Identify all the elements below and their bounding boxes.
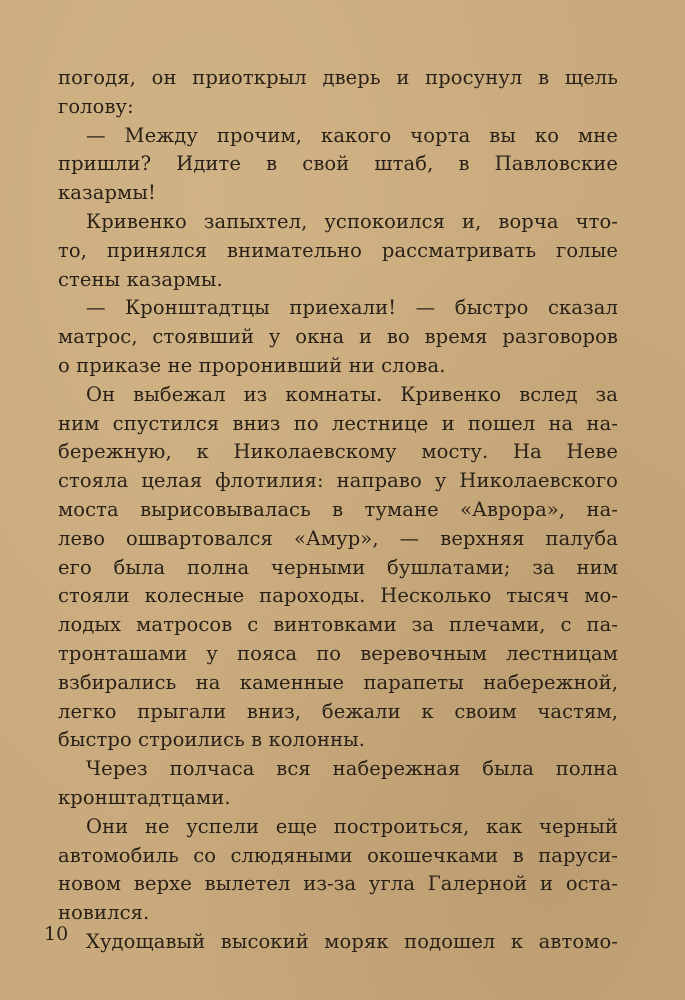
- text-line: кронштадтцами.: [58, 785, 231, 809]
- text-line: матрос, стоявший у окна и во время разговоров: [58, 325, 618, 349]
- text-line: Худощавый высокий моряк подошел к автомо-: [86, 929, 618, 953]
- text-line: погодя, он приоткрыл дверь и просунул в щель: [58, 66, 618, 89]
- text-line: казармы!: [58, 181, 156, 205]
- text-line: моста вырисовывалась в тумане «Аврора», на-: [58, 497, 618, 521]
- text-line: новом верхе вылетел из-за угла Галерной и оста-: [58, 872, 618, 896]
- text-line: Они не успели еще построиться, как черный: [86, 814, 618, 838]
- text-line: легко прыгали вниз, бежали к своим частям,: [58, 699, 618, 723]
- text-line: ним спустился вниз по лестнице и пошел на на-: [58, 411, 618, 435]
- page-number: 10: [44, 923, 69, 945]
- text-line: стены казармы.: [58, 267, 223, 291]
- text-line: лево ошвартовался «Амур», — верхняя палуба: [58, 526, 618, 550]
- text-line: — Между прочим, какого чорта вы ко мне: [86, 123, 618, 147]
- text-line: автомобиль со слюдяными окошечками в паруси-: [58, 843, 618, 867]
- text-line: быстро строились в колонны.: [58, 728, 366, 752]
- text-line: взбирались на каменные парапеты набережной,: [58, 670, 618, 694]
- text-line: лодых матросов с винтовками за плечами, с па-: [58, 613, 618, 637]
- text-line: Кривенко запыхтел, успокоился и, ворча что-: [86, 209, 618, 233]
- text-line: голову:: [58, 94, 134, 118]
- text-line: пришли? Идите в свой штаб, в Павловские: [58, 152, 618, 176]
- text-line: бережную, к Николаевскому мосту. На Неве: [58, 440, 618, 464]
- body-text: [58, 64, 618, 957]
- text-line: Через полчаса вся набережная была полна: [86, 757, 618, 781]
- text-line: его была полна черными бушлатами; за ним: [58, 555, 618, 579]
- text-line: новился.: [58, 901, 150, 925]
- text-line: Он выбежал из комнаты. Кривенко вслед за: [86, 382, 618, 406]
- text-line: о приказе не проронивший ни слова.: [58, 353, 446, 377]
- text-line: тронташами у пояса по веревочным лестницам: [58, 641, 618, 665]
- text-line: стояла целая флотилия: направо у Николаевского: [58, 469, 618, 493]
- text-line: — Кронштадтцы приехали! — быстро сказал: [86, 296, 618, 320]
- text-line: то, принялся внимательно рассматривать голые: [58, 238, 618, 262]
- text-line: стояли колесные пароходы. Несколько тысяч мо-: [58, 584, 618, 608]
